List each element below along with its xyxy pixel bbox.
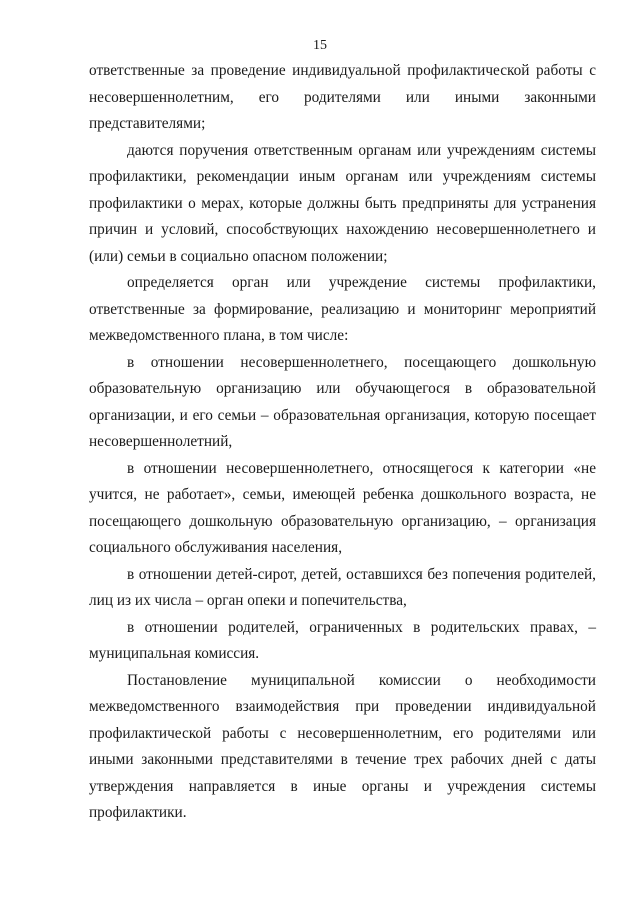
paragraph-6: в отношении детей-сирот, детей, оставшихся без попечения родителей, лиц из их числа – орган опеки и попечительства, [89,565,596,609]
page-number: 15 [313,38,327,53]
paragraph-8: Постановление муниципальной комиссии о необходимости межведомственного взаимодействия при проведении индивидуальной профилактической работы с несовершеннолетним, его родителями или иными законными представителями в течение трех рабочих дней с даты утверждения направляется в иные органы и учреждения системы профилактики. [89,671,596,821]
paragraph-1: ответственные за проведение индивидуальной профилактической работы с несовершеннолетним, его родителями или иными законными представителями; [89,62,596,132]
paragraph-7: в отношении родителей, ограниченных в родительских правах, – муниципальная комиссия. [89,618,596,662]
paragraph-4: в отношении несовершеннолетнего, посещающего дошкольную образовательную организацию или обучающегося в образовательной организации, и его семьи – образовательная организация, которую посещает несовершеннолетний, [89,353,596,450]
paragraph-5: в отношении несовершеннолетнего, относящегося к категории «не учится, не работает», семьи, имеющей ребенка дошкольного возраста, не посещающего дошкольную образовательную организацию, – организация социального обслуживания населения, [89,459,596,556]
paragraph-3: определяется орган или учреждение системы профилактики, ответственные за формирование, реализацию и мониторинг мероприятий межведомственного плана, в том числе: [89,274,596,344]
document-body [89,58,596,827]
paragraph-2: даются поручения ответственным органам или учреждениям системы профилактики, рекомендации иным органам или учреждениям системы профилактики о мерах, которые должны быть предприняты для устранения причин и условий, способствующих нахождению несовершеннолетнего и (или) семьи в социально опасном положении; [89,141,596,265]
